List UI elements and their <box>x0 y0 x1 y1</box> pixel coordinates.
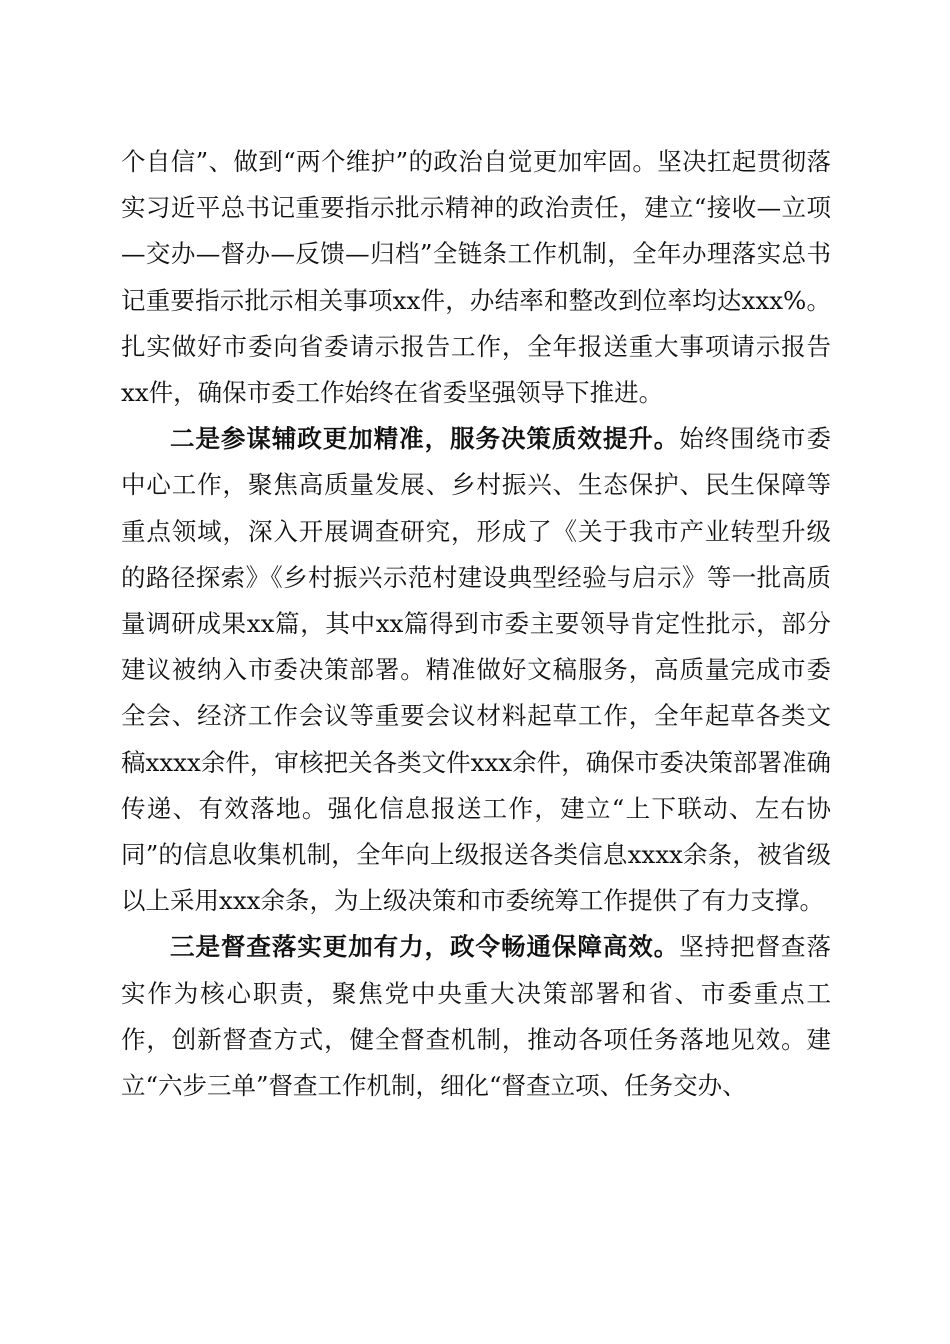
paragraph-2-text: 始终围绕市委中心工作，聚焦高质量发展、乡村振兴、生态保护、民生保障等重点领域，深入开展调查研究，形成了《关于我市产业转型升级的路径探索》《乡村振兴示范村建设典型经验与启示》等一批高质量调研成果xx篇，其中xx篇得到市委主要领导肯定性批示，部分建议被纳入市委决策部署。精准做好文稿服务，高质量完成市委全会、经济工作会议等重要会议材料起草工作，全年起草各类文稿xxxx余件，审核把关各类文件xxx余件，确保市委决策部署准确传递、有效落地。强化信息报送工作，建立“上下联动、左右协同”的信息收集机制，全年向上级报送各类信息xxxx余条，被省级以上采用xxx余条，为上级决策和市委统筹工作提供了有力支撑。 <box>121 424 832 916</box>
paragraph-1 <box>121 139 831 416</box>
paragraph-1-text: 个自信”、做到“两个维护”的政治自觉更加牢固。坚决扛起贯彻落实习近平总书记重要指示批示精神的政治责任，建立“接收—立项—交办—督办—反馈—归档”全链条工作机制，全年办理落实总书记重要指示批示相关事项xx件，办结率和整改到位率均达xxx%。扎实做好市委向省委请示报告工作，全年报送重大事项请示报告xx件，确保市委工作始终在省委坚强领导下推进。 <box>121 147 831 408</box>
paragraph-2 <box>121 416 831 924</box>
document-body <box>121 139 831 1109</box>
paragraph-3 <box>121 924 831 1109</box>
paragraph-3-lead: 三是督查落实更加有力，政令畅通保障高效。 <box>170 932 680 962</box>
paragraph-3-text: 坚持把督查落实作为核心职责，聚焦党中央重大决策部署和省、市委重点工作，创新督查方式，健全督查机制，推动各项任务落地见效。建立“六步三单”督查工作机制，细化“督查立项、任务交办、 <box>121 932 832 1101</box>
paragraph-2-lead: 二是参谋辅政更加精准，服务决策质效提升。 <box>170 424 680 454</box>
